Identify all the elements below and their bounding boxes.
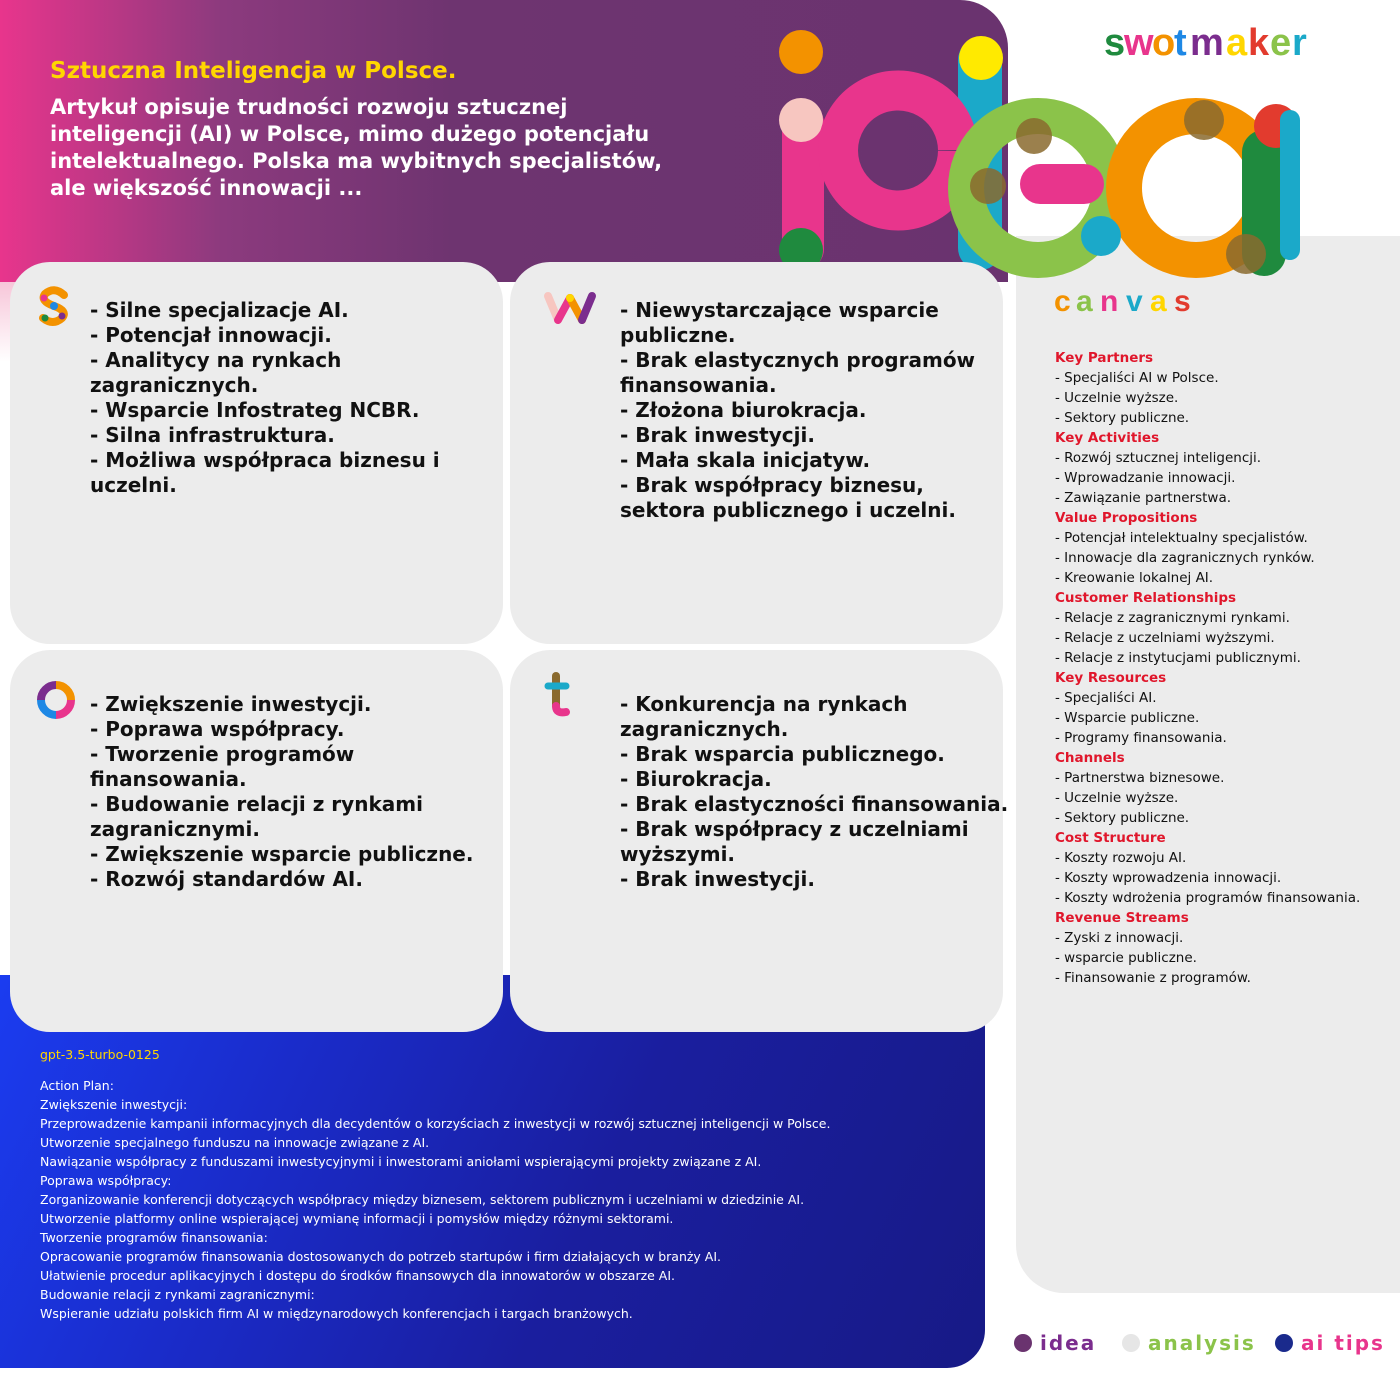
list-item: - Silna infrastruktura.	[90, 423, 335, 447]
logo-letter: o	[1152, 22, 1176, 62]
list-item: - Biurokracja.	[620, 767, 772, 791]
idea-hero-logo	[776, 30, 1302, 280]
list-item: - Wsparcie Infostrateg NCBR.	[90, 398, 420, 422]
list-item: - Tworzenie programów finansowania.	[90, 742, 355, 791]
action-plan-line: Poprawa współpracy:	[40, 1173, 172, 1188]
list-item: - Analitycy na rynkach zagranicznych.	[90, 348, 342, 397]
canvas-section-item: - Relacje z zagranicznymi rynkami.	[1055, 610, 1290, 626]
legend-label: idea	[1040, 1331, 1097, 1355]
canvas-section-item: - Koszty rozwoju AI.	[1055, 850, 1187, 866]
canvas-section-item: - Potencjał intelektualny specjalistów.	[1055, 530, 1308, 546]
canvas-section-title: Key Partners	[1055, 350, 1154, 366]
logo-letter: r	[1292, 22, 1307, 62]
canvas-section-title: Key Activities	[1055, 430, 1160, 446]
list-item: - Budowanie relacji z rynkami zagranicznymi.	[90, 792, 423, 841]
list-item: - Brak elastycznych programów finansowania.	[620, 348, 976, 397]
canvas-letter: v	[1126, 285, 1145, 318]
canvas-section-item: - Relacje z uczelniami wyższymi.	[1055, 630, 1275, 646]
legend-analysis[interactable]	[1122, 1330, 1256, 1356]
list-item: - Możliwa współpraca biznesu i uczelni.	[90, 448, 440, 497]
logo-letter: s	[1104, 22, 1126, 62]
letter-a	[1081, 100, 1300, 276]
logo-letter: w	[1124, 22, 1154, 62]
list-item: - Brak inwestycji.	[620, 423, 815, 447]
logo-letter: k	[1248, 22, 1270, 62]
strengths-list	[90, 298, 480, 498]
weaknesses-list	[620, 298, 1010, 523]
strengths-icon	[36, 286, 72, 326]
logo-letter: m	[1190, 22, 1224, 62]
canvas-letter: s	[1174, 285, 1193, 318]
legend-dot-icon	[1122, 1334, 1140, 1352]
list-item: - Mała skala inicjatyw.	[620, 448, 871, 472]
list-item: - Konkurencja na rynkach zagranicznych.	[620, 692, 908, 741]
list-item: - Brak współpracy biznesu, sektora publicznego i uczelni.	[620, 473, 956, 522]
action-plan-line: Wspieranie udziału polskich firm AI w międzynarodowych konferencjach i targach branżowych.	[40, 1306, 633, 1321]
canvas-section-item: - Kreowanie lokalnej AI.	[1055, 570, 1214, 586]
canvas-section-title: Revenue Streams	[1055, 910, 1189, 926]
page-title: Sztuczna Inteligencja w Polsce.	[50, 58, 457, 84]
canvas-section-item: - Koszty wprowadzenia innowacji.	[1055, 870, 1282, 886]
action-plan-line: Zwiększenie inwestycji:	[40, 1097, 188, 1112]
legend-idea[interactable]	[1014, 1330, 1096, 1356]
list-item: - Rozwój standardów AI.	[90, 867, 363, 891]
canvas-section-item: - Koszty wdrożenia programów finansowania.	[1055, 890, 1361, 906]
list-item: - Brak elastyczności finansowania.	[620, 792, 1009, 816]
action-plan-line: Budowanie relacji z rynkami zagranicznymi:	[40, 1287, 315, 1302]
canvas-section-item: - Uczelnie wyższe.	[1055, 790, 1179, 806]
list-item: - Brak wsparcia publicznego.	[620, 742, 945, 766]
canvas-section-item: - Wsparcie publiczne.	[1055, 710, 1200, 726]
swot-card-opportunities	[10, 650, 503, 1032]
canvas-section-item: - Programy finansowania.	[1055, 730, 1227, 746]
action-plan-line: Przeprowadzenie kampanii informacyjnych dla decydentów o korzyściach z inwestycji w rozwój sztucznej inteligencji w Polsce.	[40, 1116, 831, 1131]
canvas-section-item: - Zyski z innowacji.	[1055, 930, 1184, 946]
action-plan-line: Tworzenie programów finansowania:	[40, 1230, 268, 1245]
list-item: - Poprawa współpracy.	[90, 717, 345, 741]
list-item: - Niewystarczające wsparcie publiczne.	[620, 298, 939, 347]
letter-i	[779, 30, 824, 272]
logo-letter: e	[1270, 22, 1292, 62]
canvas-section-item: - Specjaliści AI.	[1055, 690, 1157, 706]
threats-list	[620, 692, 1010, 892]
swot-card-threats	[510, 650, 1009, 1032]
canvas-section-item: - Wprowadzanie innowacji.	[1055, 470, 1236, 486]
legend-label: analysis	[1148, 1331, 1256, 1355]
action-plan-line: Utworzenie platformy online wspierającej wymianę informacji i pomysłów między różnymi sektorami.	[40, 1211, 674, 1226]
list-item: - Złożona biurokracja.	[620, 398, 867, 422]
weaknesses-icon	[542, 290, 598, 326]
canvas-section-item: - Finansowanie z programów.	[1055, 970, 1251, 986]
list-item: - Zwiększenie inwestycji.	[90, 692, 372, 716]
page-description: Artykuł opisuje trudności rozwoju sztucznej inteligencji (AI) w Polsce, mimo dużego potencjału intelektualnego. Polska ma wybitnych specjalistów, ale większość innowacji ...	[50, 95, 663, 200]
canvas-section-item: - Relacje z instytucjami publicznymi.	[1055, 650, 1301, 666]
ai-model-label: gpt-3.5-turbo-0125	[40, 1047, 160, 1062]
list-item: - Zwiększenie wsparcie publiczne.	[90, 842, 474, 866]
threats-icon	[544, 670, 574, 718]
legend-dot-icon	[1275, 1334, 1293, 1352]
logo-letter: a	[1226, 22, 1248, 62]
legend-ai-tips[interactable]	[1275, 1330, 1385, 1356]
list-item: - Brak inwestycji.	[620, 867, 815, 891]
canvas-letter: a	[1150, 285, 1169, 318]
legend-dot-icon	[1014, 1334, 1032, 1352]
canvas-section-item: - Rozwój sztucznej inteligencji.	[1055, 450, 1262, 466]
logo-letter: t	[1174, 22, 1187, 62]
canvas-section-title: Key Resources	[1055, 670, 1167, 686]
canvas-section-item: - wsparcie publiczne.	[1055, 950, 1197, 966]
swot-card-strengths	[10, 262, 503, 644]
canvas-section-item: - Partnerstwa biznesowe.	[1055, 770, 1225, 786]
action-plan-line: Opracowanie programów finansowania dostosowanych do potrzeb startupów i firm działających w branży AI.	[40, 1249, 722, 1264]
swot-card-weaknesses	[510, 262, 1003, 644]
action-plan	[40, 1076, 970, 1323]
canvas-section-title: Customer Relationships	[1055, 590, 1237, 606]
canvas-letter: c	[1054, 285, 1073, 318]
canvas-section-item: - Sektory publiczne.	[1055, 810, 1190, 826]
action-plan-line: Zorganizowanie konferencji dotyczących współpracy między biznesem, sektorem publicznym i uczelniami w dziedzinie AI.	[40, 1192, 805, 1207]
canvas-section-item: - Zawiązanie partnerstwa.	[1055, 490, 1232, 506]
business-canvas-list	[1055, 348, 1385, 988]
action-plan-line: Action Plan:	[40, 1078, 114, 1093]
opportunities-list	[90, 692, 480, 892]
canvas-letter: n	[1100, 285, 1121, 318]
canvas-section-item: - Specjaliści AI w Polsce.	[1055, 370, 1219, 386]
canvas-wordmark	[1054, 284, 1214, 318]
list-item: - Silne specjalizacje AI.	[90, 298, 349, 322]
canvas-section-item: - Sektory publiczne.	[1055, 410, 1190, 426]
canvas-letter: a	[1076, 285, 1095, 318]
canvas-section-item: - Innowacje dla zagranicznych rynków.	[1055, 550, 1315, 566]
canvas-section-title: Channels	[1055, 750, 1125, 766]
action-plan-line: Nawiązanie współpracy z funduszami inwestycyjnymi i inwestorami aniołami wspierającymi projekty związane z AI.	[40, 1154, 762, 1169]
action-plan-line: Ułatwienie procedur aplikacyjnych i dostępu do środków finansowych dla innowatorów w obszarze AI.	[40, 1268, 676, 1283]
canvas-section-title: Value Propositions	[1055, 510, 1198, 526]
action-plan-line: Utworzenie specjalnego funduszu na innowacje związane z AI.	[40, 1135, 430, 1150]
canvas-section-item: - Uczelnie wyższe.	[1055, 390, 1179, 406]
legend-label: ai tips	[1301, 1331, 1385, 1355]
list-item: - Potencjał innowacji.	[90, 323, 332, 347]
list-item: - Brak współpracy z uczelniami wyższymi.	[620, 817, 969, 866]
opportunities-icon	[36, 680, 76, 720]
canvas-section-title: Cost Structure	[1055, 830, 1166, 846]
